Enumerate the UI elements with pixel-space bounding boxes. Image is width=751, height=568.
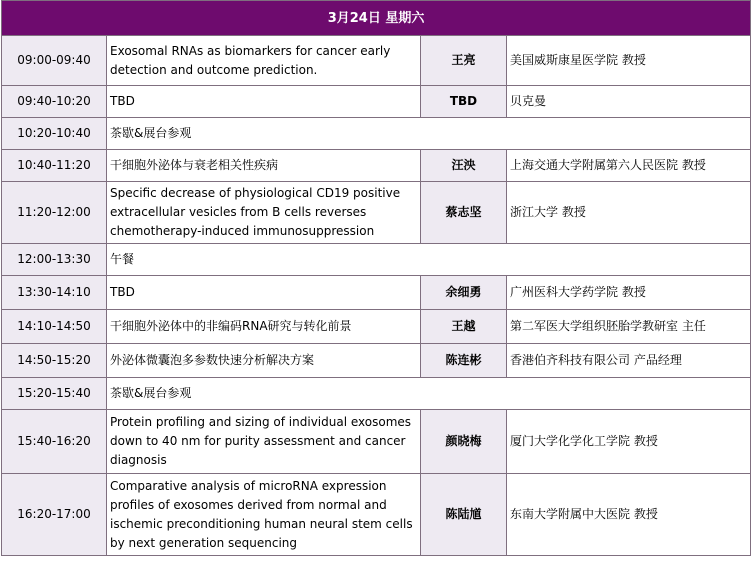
session-row [2,86,751,118]
speaker-cell: 颜晓梅 [421,410,507,474]
break-row [2,378,751,410]
time-cell: 10:40-11:20 [2,150,107,182]
affiliation-cell: 上海交通大学附属第六人民医院 教授 [507,150,751,182]
topic-cell: 干细胞外泌体中的非编码RNA研究与转化前景 [107,310,421,344]
time-cell: 11:20-12:00 [2,182,107,244]
affiliation-cell: 贝克曼 [507,86,751,118]
affiliation-cell: 广州医科大学药学院 教授 [507,276,751,310]
topic-cell: Comparative analysis of microRNA expression profiles of exosomes derived from normal and ischemic preconditioning human neural stem cells by next generation sequencing [107,474,421,556]
break-label: 茶歇&展台参观 [107,118,751,150]
topic-cell: Specific decrease of physiological CD19 positive extracellular vesicles from B cells reverses chemotherapy-induced immunosuppression [107,182,421,244]
time-cell: 16:20-17:00 [2,474,107,556]
affiliation-cell: 东南大学附属中大医院 教授 [507,474,751,556]
break-row [2,244,751,276]
topic-cell: TBD [107,276,421,310]
session-row [2,410,751,474]
schedule-table [1,0,751,556]
time-cell: 10:20-10:40 [2,118,107,150]
time-cell: 12:00-13:30 [2,244,107,276]
topic-cell: Exosomal RNAs as biomarkers for cancer early detection and outcome prediction. [107,36,421,86]
time-cell: 09:00-09:40 [2,36,107,86]
affiliation-cell: 浙江大学 教授 [507,182,751,244]
topic-cell: Protein profiling and sizing of individual exosomes down to 40 nm for purity assessment and cancer diagnosis [107,410,421,474]
affiliation-cell: 厦门大学化学化工学院 教授 [507,410,751,474]
affiliation-cell: 香港伯齐科技有限公司 产品经理 [507,344,751,378]
topic-cell: 干细胞外泌体与衰老相关性疾病 [107,150,421,182]
header-row [2,1,751,36]
session-row [2,182,751,244]
speaker-cell: 王亮 [421,36,507,86]
session-row [2,474,751,556]
speaker-cell: 陈陆馗 [421,474,507,556]
time-cell: 13:30-14:10 [2,276,107,310]
time-cell: 15:40-16:20 [2,410,107,474]
date-header: 3月24日 星期六 [2,1,751,36]
affiliation-cell: 第二军医大学组织胚胎学教研室 主任 [507,310,751,344]
speaker-cell: TBD [421,86,507,118]
time-cell: 15:20-15:40 [2,378,107,410]
speaker-cell: 汪泱 [421,150,507,182]
break-label: 茶歇&展台参观 [107,378,751,410]
affiliation-cell: 美国威斯康星医学院 教授 [507,36,751,86]
session-row [2,310,751,344]
time-cell: 09:40-10:20 [2,86,107,118]
schedule-body [2,1,751,556]
session-row [2,36,751,86]
speaker-cell: 蔡志坚 [421,182,507,244]
session-row [2,276,751,310]
speaker-cell: 陈连彬 [421,344,507,378]
speaker-cell: 王越 [421,310,507,344]
break-row [2,118,751,150]
speaker-cell: 余细勇 [421,276,507,310]
time-cell: 14:50-15:20 [2,344,107,378]
session-row [2,344,751,378]
time-cell: 14:10-14:50 [2,310,107,344]
break-label: 午餐 [107,244,751,276]
topic-cell: TBD [107,86,421,118]
session-row [2,150,751,182]
topic-cell: 外泌体微囊泡多参数快速分析解决方案 [107,344,421,378]
